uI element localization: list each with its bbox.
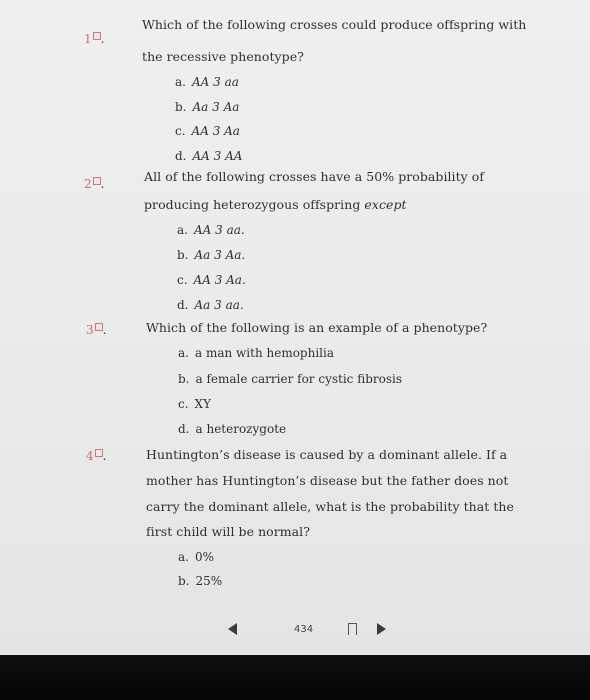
- question-2-text-line-2: producing heterozygous offspring except: [144, 197, 407, 212]
- question-4-number: 4 .: [86, 449, 107, 463]
- checkbox-marker-icon: [95, 449, 103, 457]
- question-4-option-b[interactable]: b. 25%: [178, 574, 223, 588]
- question-2-option-a[interactable]: a. AA 3 aa.: [177, 223, 245, 237]
- checkbox-marker-icon: [95, 323, 103, 331]
- question-2-option-d[interactable]: d. Aa 3 aa.: [177, 298, 244, 312]
- question-1-option-a[interactable]: a. AA 3 aa: [175, 75, 239, 89]
- question-number-text: 4: [86, 449, 94, 463]
- bookmark-icon[interactable]: [348, 623, 357, 635]
- question-1-option-d[interactable]: d. AA 3 AA: [175, 149, 243, 163]
- question-1-number: 1 .: [84, 32, 105, 46]
- checkbox-marker-icon: [93, 177, 101, 185]
- screen-bezel: [0, 655, 590, 700]
- question-4-text-line-1: Huntington’s disease is caused by a dominant allele. If a: [146, 447, 508, 462]
- question-3-option-c[interactable]: c. XY: [178, 397, 212, 411]
- question-4-option-a[interactable]: a. 0%: [178, 550, 215, 564]
- question-number-text: 3: [86, 323, 94, 337]
- question-4-text-line-2: mother has Huntington’s disease but the father does not: [146, 473, 509, 488]
- question-1-text-line-2: the recessive phenotype?: [142, 49, 304, 64]
- page-number: 434: [294, 624, 314, 635]
- question-2-text-line-1: All of the following crosses have a 50% probability of: [144, 169, 485, 184]
- question-2-option-b[interactable]: b. Aa 3 Aa.: [177, 248, 246, 262]
- question-4-text-line-4: first child will be normal?: [146, 524, 310, 539]
- question-3-option-b[interactable]: b. a female carrier for cystic fibrosis: [178, 372, 403, 386]
- emphasis-except: except: [364, 197, 407, 212]
- question-number-text: 1: [84, 32, 92, 46]
- question-number-text: 2: [84, 177, 92, 191]
- question-3-number: 3 .: [86, 323, 107, 337]
- triangle-right-icon[interactable]: [377, 623, 386, 635]
- checkbox-marker-icon: [93, 32, 101, 40]
- question-1-option-b[interactable]: b. Aa 3 Aa: [175, 100, 240, 114]
- question-3-option-d[interactable]: d. a heterozygote: [178, 422, 287, 436]
- question-3-option-a[interactable]: a. a man with hemophilia: [178, 346, 334, 360]
- triangle-left-icon[interactable]: [228, 623, 237, 635]
- question-2-number: 2 .: [84, 177, 105, 191]
- question-3-text-line-1: Which of the following is an example of a phenotype?: [146, 320, 488, 335]
- question-1-option-c[interactable]: c. AA 3 Aa: [175, 124, 240, 138]
- question-1-text-line-1: Which of the following crosses could produce offspring with: [142, 17, 527, 32]
- question-2-option-c[interactable]: c. AA 3 Aa.: [177, 273, 246, 287]
- question-4-text-line-3: carry the dominant allele, what is the probability that the: [146, 499, 514, 514]
